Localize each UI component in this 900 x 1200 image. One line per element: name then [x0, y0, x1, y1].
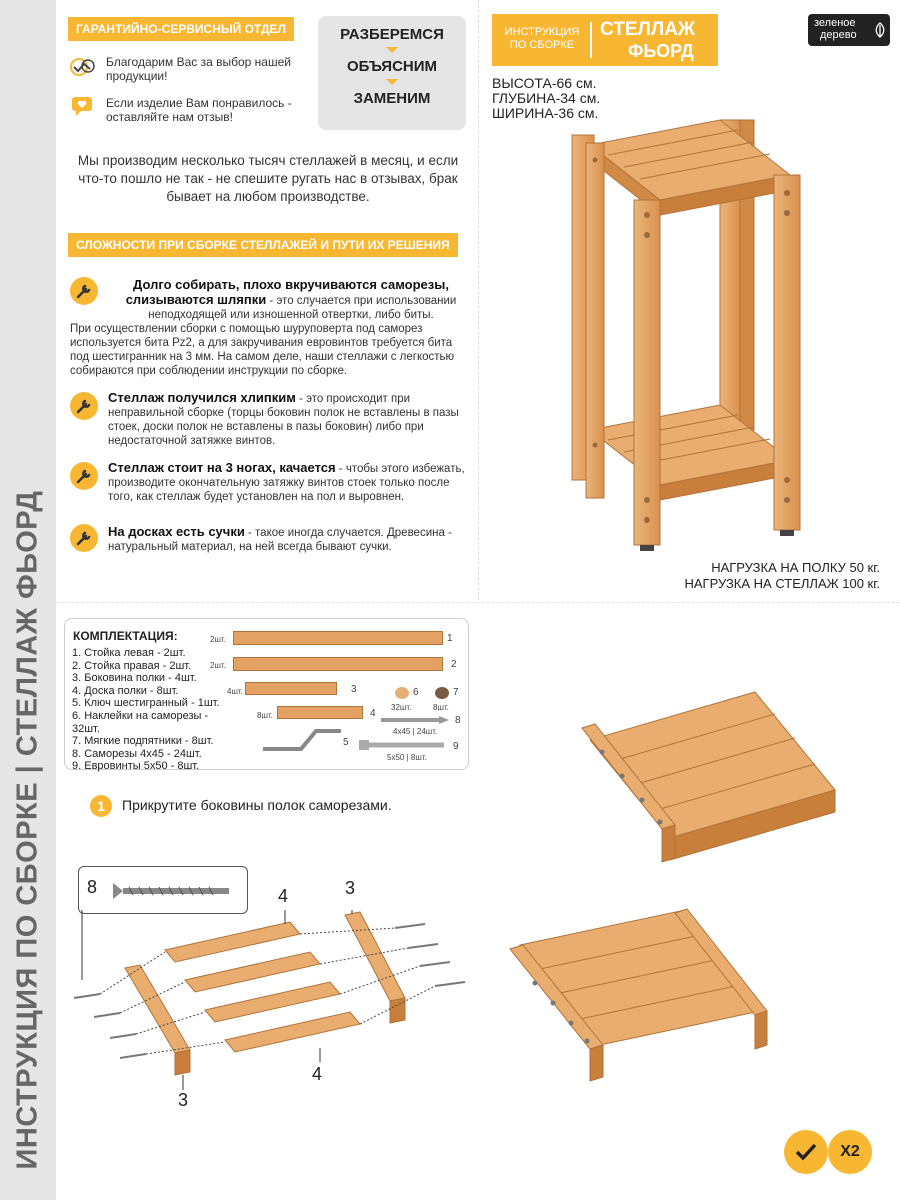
part-4-shape	[277, 706, 363, 719]
qty-9: 5х50 | 8шт.	[387, 753, 427, 762]
sticker-icon	[395, 687, 409, 699]
qty-4: 8шт.	[257, 711, 273, 720]
wrench-icon	[70, 462, 98, 490]
step-number: 1	[90, 795, 112, 817]
chevron-down-icon	[386, 79, 398, 85]
kit-item: 1. Стойка левая - 2шт.	[72, 647, 186, 659]
wrench-icon	[70, 392, 98, 420]
divider-horizontal	[56, 602, 900, 603]
hex-key-icon	[261, 725, 351, 759]
intro-text: Мы производим несколько тысяч стеллажей в месяц, и если что-то пошло не так - не спешите ругать нас в отзывах, брак бывает на любом производстве.	[77, 153, 459, 204]
rack-illustration	[560, 115, 820, 555]
heart-message-icon	[70, 95, 96, 122]
problem-1	[108, 278, 474, 322]
promise-3: ЗАМЕНИМ	[353, 90, 431, 107]
product-title-box	[492, 14, 718, 66]
label-bottom-3: 3	[178, 1090, 189, 1110]
sidebar-title: ИНСТРУКЦИЯ ПО СБОРКЕ | СТЕЛЛАЖ ФЬОРД	[11, 490, 44, 1170]
assembled-shelf-1	[580, 690, 850, 870]
review-text: Если изделие Вам понравилось - оставляйте нам отзыв!	[106, 96, 292, 124]
kit-header: КОМПЛЕКТАЦИЯ:	[73, 629, 178, 643]
eurobolt-9-icon	[359, 739, 449, 751]
qty-8: 4х45 | 24шт.	[393, 727, 438, 736]
load-info	[684, 560, 880, 592]
qty-6: 32шт.	[391, 703, 412, 712]
brand-line-1: зеленое	[814, 17, 856, 29]
qty-7: 8шт.	[433, 703, 449, 712]
part-num-6: 6	[413, 687, 419, 698]
step-text: Прикрутите боковины полок саморезами.	[122, 797, 392, 813]
kit-item: 9. Евровинты 5х50 - 8шт.	[72, 760, 200, 773]
problem-3	[108, 461, 474, 504]
kit-item: 5. Ключ шестигранный - 1шт.	[72, 697, 220, 710]
problem-4-title: На досках есть сучки	[108, 524, 245, 539]
handshake-icon	[70, 56, 96, 83]
check-icon	[784, 1130, 828, 1174]
multiplier-badge: X2	[828, 1130, 872, 1174]
qty-2: 2шт.	[210, 661, 226, 670]
part-2-shape	[233, 657, 443, 671]
kit-box	[64, 618, 469, 773]
load-shelf: НАГРУЗКА НА ПОЛКУ 50 кг.	[711, 560, 880, 575]
part-num-1: 1	[447, 633, 453, 644]
qty-3: 4шт.	[227, 687, 243, 696]
kit-item: 7. Мягкие подпятники - 8шт.	[72, 735, 214, 748]
label-top-4: 4	[278, 886, 289, 906]
promise-2: ОБЪЯСНИМ	[346, 58, 438, 75]
part-num-3: 3	[351, 684, 357, 695]
label-top-3: 3	[345, 878, 356, 898]
problem-2	[108, 391, 474, 448]
product-name-1: СТЕЛЛАЖ	[600, 19, 696, 40]
service-header: ГАРАНТИЙНО-СЕРВИСНЫЙ ОТДЕЛ	[68, 17, 294, 41]
part-num-9: 9	[453, 741, 459, 752]
problem-3-title: Стеллаж стоит на 3 ногах, качается	[108, 460, 336, 475]
problem-2-title: Стеллаж получился хлипким	[108, 390, 296, 405]
part-num-2: 2	[451, 659, 457, 670]
problem-3-text: - чтобы этого избежать, производите окончательную затяжку винтов стоек только после того, как стеллаж будет установлен на пол и выровнен.	[108, 463, 465, 503]
screw-icon	[109, 879, 239, 903]
kit-item: 3. Боковина полки - 4шт.	[72, 672, 197, 685]
screw-callout	[78, 866, 248, 914]
dim-height: ВЫСОТА-66 см.	[492, 75, 597, 91]
problems-header: СЛОЖНОСТИ ПРИ СБОРКЕ СТЕЛЛАЖЕЙ И ПУТИ ИХ РЕШЕНИЯ	[68, 233, 458, 257]
brand-line-2: дерево	[820, 29, 857, 41]
brand-logo	[808, 14, 890, 46]
kit-item: 2. Стойка правая - 2шт.	[72, 659, 192, 672]
part-num-7: 7	[453, 687, 459, 698]
kit-list	[72, 647, 232, 773]
problem-4-text: - такое иногда случается. Древесина - натуральный материал, на ней всегда бывают сучки.	[108, 527, 452, 553]
service-promise-box	[318, 16, 466, 130]
wrench-icon	[70, 277, 98, 305]
load-rack: НАГРУЗКА НА СТЕЛЛАЖ 100 кг.	[684, 576, 880, 591]
screw-label: 8	[87, 877, 98, 897]
thanks-text: Благодарим Вас за выбор нашей продукции!	[106, 55, 291, 83]
step1-assembly-diagram	[70, 910, 480, 1100]
title-separator	[590, 22, 592, 58]
sidebar	[0, 0, 56, 1200]
kit-item: 6. Наклейки на саморезы - 32шт.	[72, 709, 209, 735]
kit-item: 4. Доска полки - 8шт.	[72, 684, 179, 697]
kit-item: 8. Саморезы 4х45 - 24шт.	[72, 747, 202, 760]
leaf-icon	[874, 22, 886, 38]
problem-1-text: - это случается при использовании неподходящей или изношенной отвертки, либо биты.	[148, 295, 457, 321]
part-num-8: 8	[455, 715, 461, 726]
dim-depth: ГЛУБИНА-34 см.	[492, 90, 601, 106]
foot-pad-icon	[435, 687, 449, 699]
part-num-5: 5	[343, 737, 349, 748]
problem-4	[108, 525, 478, 554]
wrench-icon	[70, 524, 98, 552]
product-name-2: ФЬОРД	[628, 41, 694, 61]
label-bottom-4: 4	[312, 1064, 323, 1084]
screw-8-icon	[381, 715, 451, 725]
part-num-4: 4	[370, 708, 376, 719]
dim-width: ШИРИНА-36 см.	[492, 105, 599, 121]
instruction-label: ИНСТРУКЦИЯ ПО СБОРКЕ	[504, 26, 580, 51]
problem-1-title: Долго собирать, плохо вкручиваются саморезы, слизываются шляпки	[125, 277, 449, 307]
qty-1: 2шт.	[210, 635, 226, 644]
problem-2-text: - это происходит при неправильной сборке (торцы боковин полок не вставлены в пазы стоек, доски полок не вставлены в пазы боковин) либо при недостаточной затяжке винтов.	[108, 393, 459, 447]
assembled-shelf-2	[505, 905, 775, 1085]
problem-1-extra: При осуществлении сборки с помощью шуруповерта под саморез используется бита Pz2, а для закручивания евровинтов требуется бита под шестигранник на 3 мм. На самом деле, наши стеллажи с легкостью собираются при соблюдении инструкции по сборке.	[70, 323, 455, 377]
promise-1: РАЗБЕРЕМСЯ	[340, 26, 444, 43]
divider-vertical	[478, 0, 479, 600]
part-3-shape	[245, 682, 337, 695]
part-1-shape	[233, 631, 443, 645]
chevron-down-icon	[386, 47, 398, 53]
